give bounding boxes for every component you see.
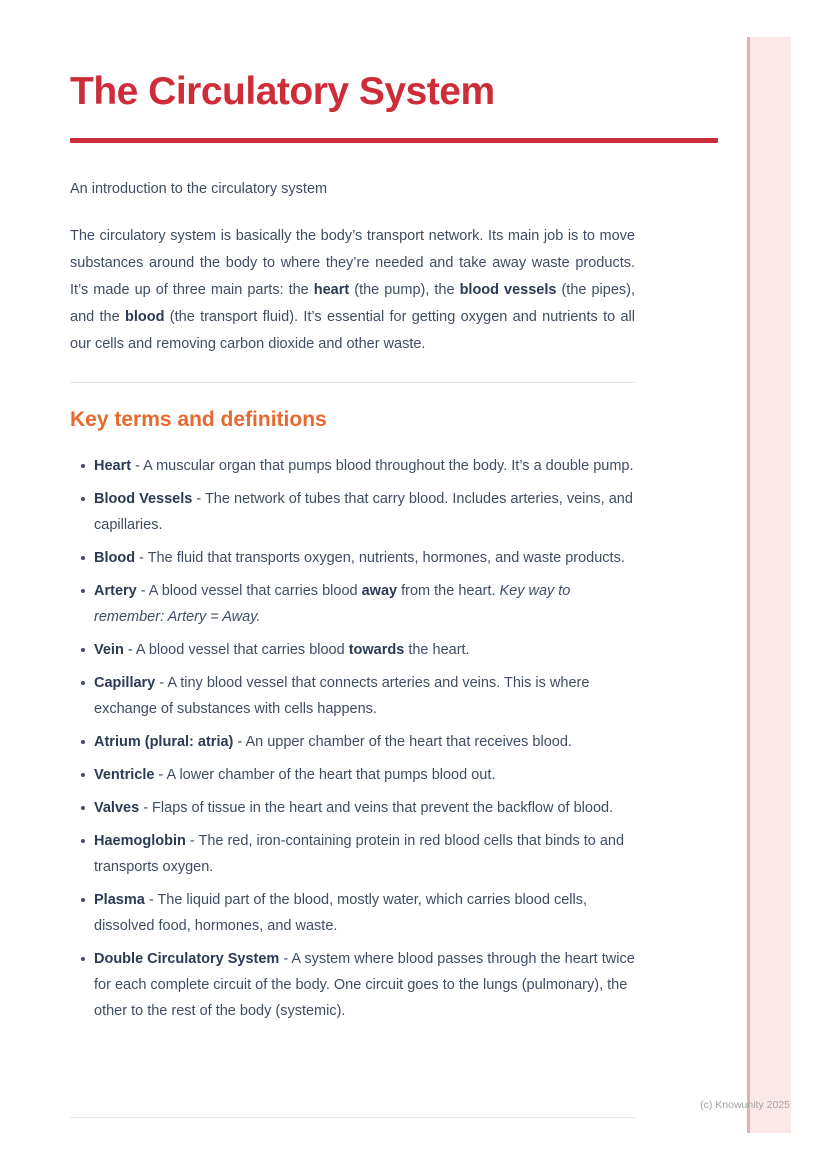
text-segment: blood vessels: [459, 282, 557, 298]
text-segment: Vein: [94, 642, 124, 658]
key-term-item: [70, 795, 635, 821]
text-segment: away: [361, 583, 398, 599]
key-term-item: [70, 486, 635, 538]
text-segment: (the transport fluid). It’s essential for getting oxygen and nutrients to all our cells and removing carbon dioxide and other waste.: [70, 309, 635, 352]
key-term-item: [70, 828, 635, 880]
text-segment: (the pipes), and the: [70, 282, 635, 325]
page-title: The Circulatory System: [70, 70, 495, 113]
text-segment: Ventricle: [94, 767, 155, 783]
bullet-icon: [81, 957, 85, 961]
text-segment: - An upper chamber of the heart that receives blood.: [233, 734, 572, 750]
bullet-icon: [81, 806, 85, 810]
text-segment: - A blood vessel that carries blood: [123, 642, 349, 658]
bullet-icon: [81, 497, 85, 501]
bullet-icon: [81, 681, 85, 685]
document-page: [70, 0, 635, 1031]
text-segment: Blood Vessels: [94, 491, 193, 507]
key-term-item: [70, 578, 635, 630]
text-segment: Blood: [94, 550, 136, 566]
bullet-icon: [81, 898, 85, 902]
key-term-item: [70, 729, 635, 755]
text-segment: - The network of tubes that carry blood. Includes arteries, veins, and capillaries.: [94, 491, 633, 533]
side-stripe-decoration: [747, 37, 791, 1133]
text-segment: - The liquid part of the blood, mostly water, which carries blood cells, dissolved food, hormones, and waste.: [94, 892, 587, 934]
text-segment: Artery: [94, 583, 137, 599]
text-segment: - A system where blood passes through the heart twice for each complete circuit of the body. One circuit goes to the lungs (pulmonary), the other to the rest of the body (systemic).: [94, 951, 635, 1019]
text-segment: The circulatory system is basically the body’s transport network. Its main job is to move substances around the body to where they’re needed and take away waste products. It’s made up of three main parts: the: [70, 228, 635, 298]
text-segment: the heart.: [404, 642, 470, 658]
bullet-icon: [81, 556, 85, 560]
text-segment: blood: [124, 309, 165, 325]
text-segment: Key way to remember: Artery = Away.: [94, 583, 571, 625]
section-divider: [70, 382, 635, 383]
key-term-item: [70, 946, 635, 1024]
text-segment: Capillary: [94, 675, 156, 691]
key-term-item: [70, 887, 635, 939]
key-terms-list: [70, 453, 635, 1024]
bullet-icon: [81, 589, 85, 593]
key-term-item: [70, 545, 635, 571]
page-subtitle: An introduction to the circulatory system: [70, 181, 328, 197]
footer-copyright: (c) Knowunity 2025: [700, 1099, 790, 1111]
text-segment: - The red, iron-containing protein in red blood cells that binds to and transports oxygen.: [94, 833, 625, 875]
text-segment: - Flaps of tissue in the heart and veins that prevent the backflow of blood.: [139, 800, 614, 816]
text-segment: Valves: [94, 800, 140, 816]
key-terms-heading: Key terms and definitions: [70, 408, 327, 431]
title-rule: [70, 138, 718, 143]
key-term-item: [70, 637, 635, 663]
text-segment: (the pump), the: [349, 282, 460, 298]
text-segment: from the heart.: [397, 583, 500, 599]
text-segment: Haemoglobin: [94, 833, 186, 849]
text-segment: - The fluid that transports oxygen, nutrients, hormones, and waste products.: [135, 550, 625, 566]
text-segment: heart: [313, 282, 350, 298]
bullet-icon: [81, 464, 85, 468]
text-segment: Heart: [94, 458, 132, 474]
bullet-icon: [81, 773, 85, 777]
key-term-item: [70, 670, 635, 722]
key-term-item: [70, 453, 635, 479]
text-segment: - A lower chamber of the heart that pumps blood out.: [154, 767, 496, 783]
footer-divider: [70, 1117, 635, 1118]
bullet-icon: [81, 839, 85, 843]
text-segment: - A tiny blood vessel that connects arteries and veins. This is where exchange of substances with cells happens.: [94, 675, 590, 717]
text-segment: - A blood vessel that carries blood: [136, 583, 362, 599]
text-segment: Atrium (plural: atria): [94, 734, 234, 750]
text-segment: towards: [348, 642, 405, 658]
text-segment: - A muscular organ that pumps blood throughout the body. It’s a double pump.: [131, 458, 634, 474]
intro-paragraph: [70, 223, 635, 358]
text-segment: Double Circulatory System: [94, 951, 280, 967]
text-segment: Plasma: [94, 892, 145, 908]
bullet-icon: [81, 648, 85, 652]
bullet-icon: [81, 740, 85, 744]
key-term-item: [70, 762, 635, 788]
